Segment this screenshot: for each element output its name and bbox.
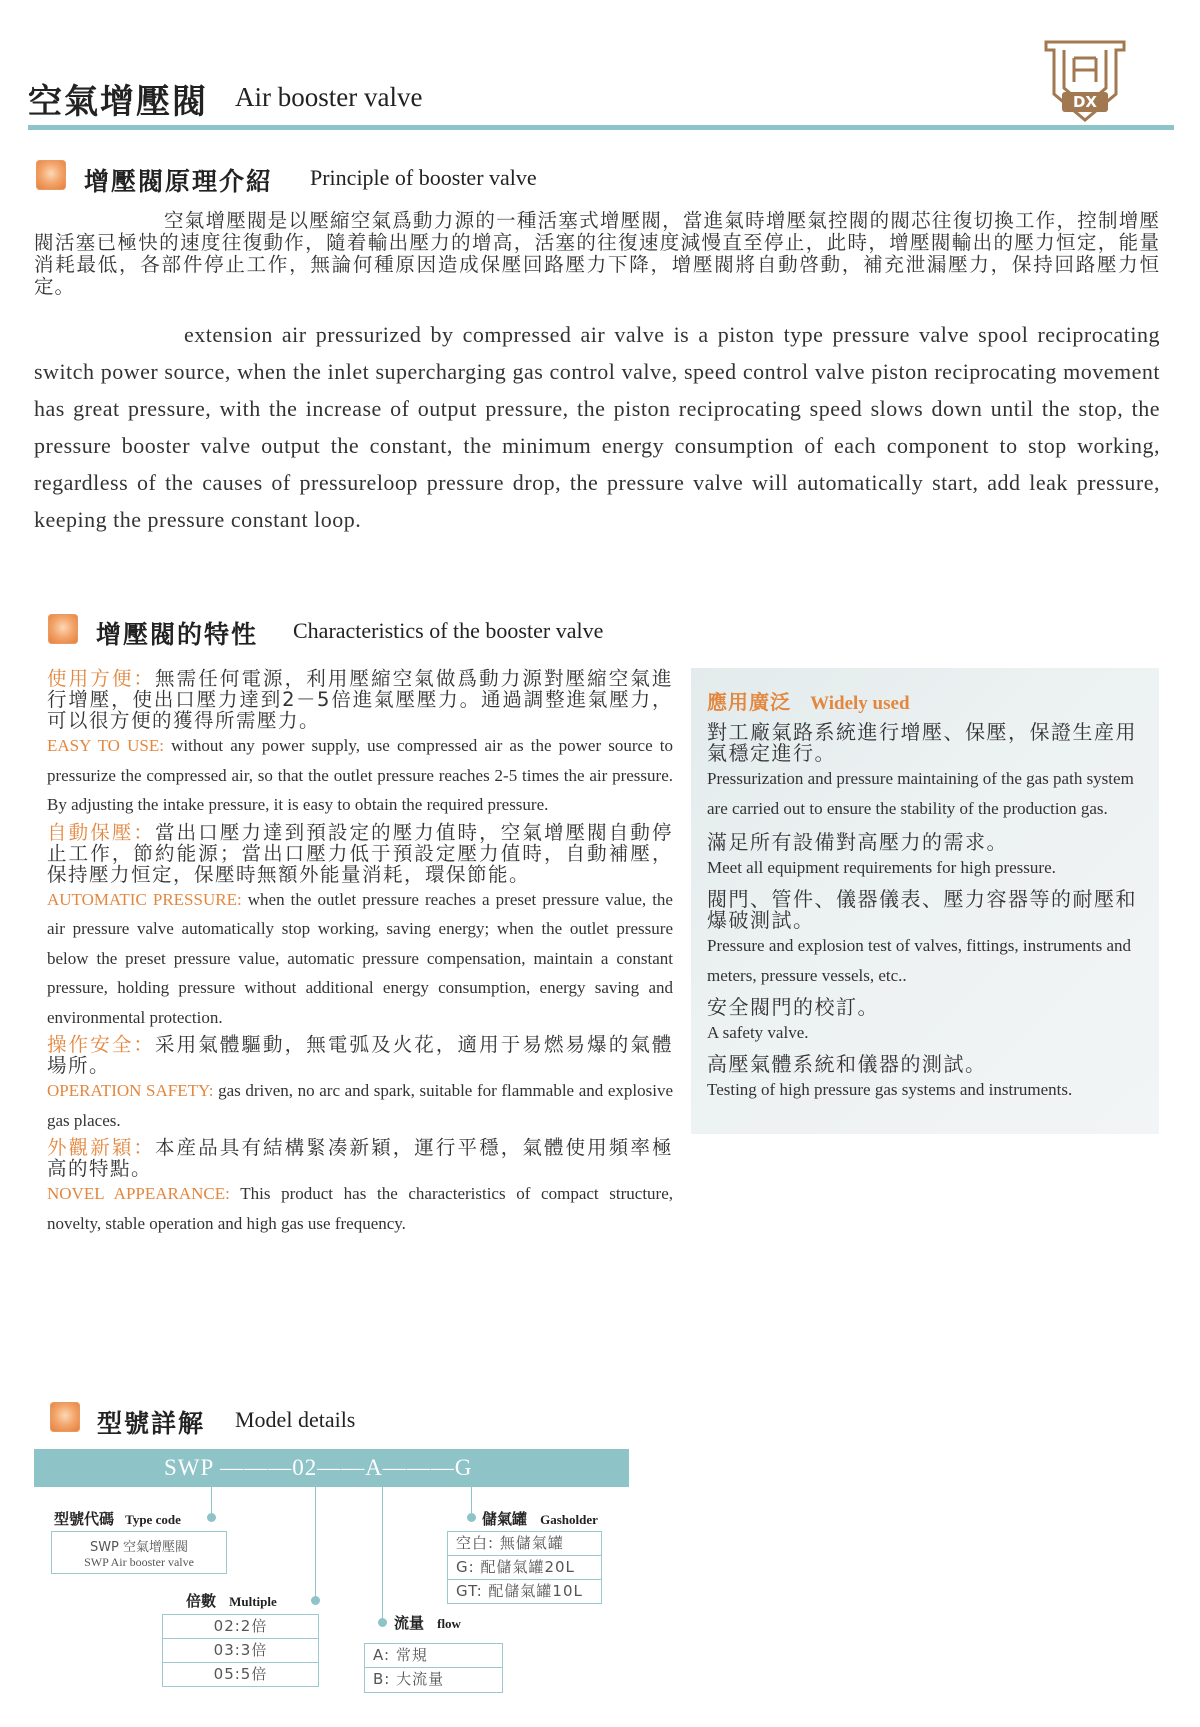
use-item-zh: 滿足所有設備對高壓力的需求。 xyxy=(707,830,1008,854)
section-marker-icon xyxy=(48,614,78,644)
gasholder-connector xyxy=(471,1487,472,1516)
multiple-connector xyxy=(315,1487,316,1600)
model-code-bar: SWP ———02——A———G xyxy=(34,1449,629,1487)
multiple-option: 02:2倍 xyxy=(163,1615,318,1639)
feature-text-zh: 采用氣體驅動，無電弧及火花，適用于易燃易爆的氣體場所。 xyxy=(47,1033,673,1077)
use-item xyxy=(707,889,1149,991)
use-item-zh: 高壓氣體系統和儀器的測試。 xyxy=(707,1052,987,1076)
multiple-label-zh: 倍數 xyxy=(186,1592,217,1610)
feature-label-en: OPERATION SAFETY: xyxy=(47,1081,214,1100)
multiple-option: 03:3倍 xyxy=(163,1639,318,1663)
multiple-option: 05:5倍 xyxy=(213,1665,268,1683)
characteristics-heading-en: Characteristics of the booster valve xyxy=(293,618,604,643)
flow-option: A: 常規 xyxy=(365,1644,502,1668)
characteristics-heading-zh: 增壓閥的特性 xyxy=(96,620,259,649)
feature-text-en: when the outlet pressure reaches a preset pressure value, the air pressure valve automatically stop working, saving energy; when the outlet pressure below the preset pressure value, automatic pressure compensation, maintain a constant pressure, holding pressure without additional energy consumption, energy saving and environmental protection. xyxy=(47,889,673,1027)
gasholder-option: 空白: 無儲氣罐 xyxy=(448,1532,601,1556)
feature-item xyxy=(47,1034,673,1135)
gasholder-label-zh: 儲氣罐 xyxy=(482,1510,528,1528)
multiple-label-en: Multiple xyxy=(229,1594,277,1609)
gasholder-box xyxy=(447,1531,602,1604)
type-code-value-zh: SWP 空氣增壓閥 xyxy=(89,1540,189,1555)
flow-label-en: flow xyxy=(437,1616,461,1631)
principle-text-en: extension air pressurized by compressed air valve is a piston type pressure valve spool reciprocating switch power source, when the inlet supercharging gas control valve, speed control valve piston reciprocating movement has great pressure, with the increase of output pressure, the piston reciprocating speed slows down until the stop, the pressure booster valve output the constant, the minimum energy consumption of each component to stop working, regardless of the causes of pressureloop pressure drop, the pressure valve will automatically start, add leak pressure, keeping the pressure constant loop. xyxy=(34,322,1160,532)
principle-heading-zh: 增壓閥原理介紹 xyxy=(84,167,274,196)
flow-label xyxy=(394,1612,461,1633)
use-item-zh: 閥門、管件、儀器儀表、壓力容器等的耐壓和爆破測試。 xyxy=(707,887,1137,932)
feature-item xyxy=(47,822,673,1033)
gasholder-dot xyxy=(467,1513,476,1522)
multiple-box xyxy=(162,1614,319,1687)
type-code-connector xyxy=(211,1487,212,1516)
section-marker-icon xyxy=(36,160,66,190)
model-heading-en: Model details xyxy=(235,1407,356,1432)
use-item-zh: 安全閥門的校訂。 xyxy=(707,995,879,1019)
gasholder-option: G: 配儲氣罐20L xyxy=(448,1556,601,1580)
widely-used-heading-zh: 應用廣泛 xyxy=(707,690,791,714)
type-code-box xyxy=(51,1531,227,1574)
use-item-en: Testing of high pressure gas systems and instruments. xyxy=(707,1080,1073,1099)
feature-text-zh: 無需任何電源，利用壓縮空氣做爲動力源對壓縮空氣進行增壓，使出口壓力達到2－5倍進氣壓壓力。通過調整進氣壓力，可以很方便的獲得所需壓力。 xyxy=(47,667,673,732)
gasholder-option: GT: 配儲氣罐10L xyxy=(456,1582,583,1600)
model-heading-zh: 型號詳解 xyxy=(97,1409,206,1438)
flow-connector xyxy=(382,1487,383,1623)
use-item-en: Pressure and explosion test of valves, fittings, instruments and meters, pressure vessels, etc.. xyxy=(707,936,1131,985)
feature-label-zh: 操作安全： xyxy=(47,1033,156,1056)
feature-item xyxy=(47,668,673,820)
dx-logo xyxy=(1040,36,1130,124)
type-code-value-en: SWP Air booster valve xyxy=(84,1555,194,1569)
widely-used-panel xyxy=(691,668,1159,1134)
use-item-en: A safety valve. xyxy=(707,1023,809,1042)
gasholder-label xyxy=(482,1508,598,1529)
page-title-zh: 空氣增壓閥 xyxy=(28,82,208,122)
feature-text-zh: 本産品具有結構緊凑新穎，運行平穩，氣體使用頻率極高的特點。 xyxy=(47,1136,673,1180)
feature-label-en: AUTOMATIC PRESSURE: xyxy=(47,889,242,909)
flow-dot xyxy=(378,1618,387,1627)
feature-text-zh: 當出口壓力達到預設定的壓力值時，空氣增壓閥自動停止工作，節約能源；當出口壓力低于預設定壓力值時，自動補壓，保持壓力恒定，保壓時無額外能量消耗，環保節能。 xyxy=(47,820,673,886)
type-code-label-en: Type code xyxy=(125,1512,181,1527)
use-item-en: Pressurization and pressure maintaining of the gas path system are carried out to ensure the stability of the production gas. xyxy=(707,769,1134,818)
feature-text-en: This product has the characteristics of compact structure, novelty, stable operation and high gas use frequency. xyxy=(47,1184,674,1233)
use-item xyxy=(707,997,1149,1048)
use-item xyxy=(707,722,1149,824)
widely-used-heading-en: Widely used xyxy=(810,693,910,714)
principle-heading-en: Principle of booster valve xyxy=(310,165,537,190)
type-code-label xyxy=(54,1508,181,1529)
flow-box xyxy=(364,1643,503,1693)
feature-text-en: gas driven, no arc and spark, suitable for flammable and explosive gas places. xyxy=(47,1081,674,1130)
flow-option: B: 大流量 xyxy=(373,1670,445,1688)
use-item-en: Meet all equipment requirements for high pressure. xyxy=(707,858,1056,877)
feature-label-zh: 自動保壓： xyxy=(47,820,156,844)
characteristics-list xyxy=(47,668,673,1238)
multiple-label xyxy=(186,1590,277,1611)
type-code-label-zh: 型號代碼 xyxy=(54,1510,115,1528)
feature-text-en: without any power supply, use compressed air as the power source to pressurize the compressed air, so that the outlet pressure reaches 2-5 times the air pressure. By adjusting the intake pressure, it is easy to obtain the required pressure. xyxy=(47,736,674,814)
section-marker-icon xyxy=(50,1402,80,1432)
type-code-dot xyxy=(207,1513,216,1522)
feature-item xyxy=(47,1137,673,1238)
use-item xyxy=(707,832,1149,883)
feature-label-zh: 外觀新穎： xyxy=(47,1136,156,1159)
gasholder-label-en: Gasholder xyxy=(540,1512,598,1527)
logo-text: DX xyxy=(1072,93,1098,111)
multiple-dot xyxy=(311,1596,320,1605)
feature-label-en: NOVEL APPEARANCE: xyxy=(47,1184,230,1203)
flow-label-zh: 流量 xyxy=(394,1614,425,1632)
title-divider xyxy=(28,125,1174,130)
page-title-en: Air booster valve xyxy=(235,82,423,112)
principle-text-zh: 空氣增壓閥是以壓縮空氣爲動力源的一種活塞式增壓閥，當進氣時增壓氣控閥的閥芯往復切換工作，控制增壓閥活塞已極快的速度往復動作，隨着輸出壓力的增高，活塞的往復速度減慢直至停止，此時，增壓閥輸出的壓力恒定，能量消耗最低，各部件停止工作，無論何種原因造成保壓回路壓力下降，增壓閥將自動啓動，補充泄漏壓力，保持回路壓力恒定。 xyxy=(34,209,1160,298)
use-item xyxy=(707,1054,1149,1105)
feature-label-en: EASY TO USE: xyxy=(47,736,164,755)
use-item-zh: 對工廠氣路系統進行增壓、保壓，保證生産用氣穩定進行。 xyxy=(707,720,1137,765)
feature-label-zh: 使用方便： xyxy=(47,667,156,690)
